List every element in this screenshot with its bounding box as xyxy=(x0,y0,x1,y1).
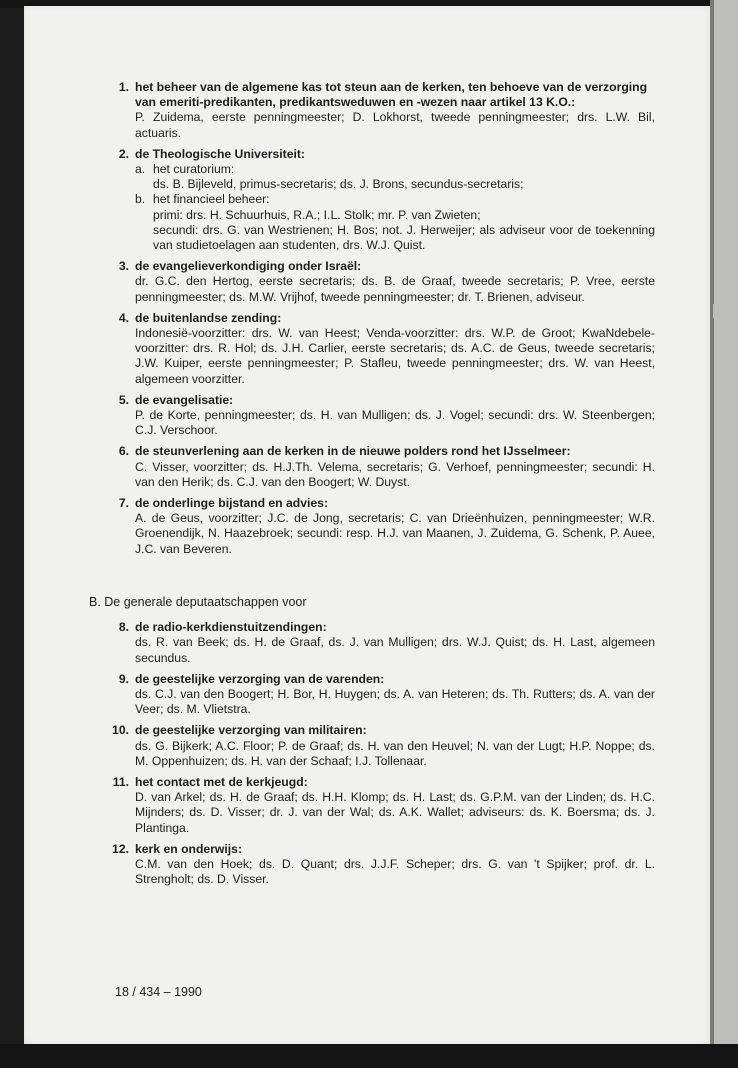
list-item xyxy=(112,841,655,888)
page-footer: 18 / 434 – 1990 xyxy=(115,985,202,999)
item-body: A. de Geus, voorzitter; J.C. de Jong, secretaris; C. van Drieënhuizen, penningmeester; W.R. Groenendijk, N. Haazebroek; secundi: resp. H.J. van Maanen, J. Zuidema, G. Schenk, P. Auee, J.C. van Beveren. xyxy=(135,511,655,556)
list-item xyxy=(115,672,655,718)
list-item xyxy=(115,496,655,557)
item-body: ds. R. van Beek; ds. H. de Graaf, ds. J. van Mulligen; drs. W.J. Quist; ds. H. Last, algemeen secundus. xyxy=(135,635,655,665)
item-heading: de evangelieverkondiging onder Israël: xyxy=(135,259,362,274)
scan-edge-right xyxy=(710,0,738,1068)
item-number: 1. xyxy=(118,80,129,94)
item-heading: de onderlinge bijstand en advies: xyxy=(135,496,329,511)
item-number: 5. xyxy=(118,392,129,407)
list-item xyxy=(115,393,655,439)
sub-item-letter: b. xyxy=(135,192,146,207)
item-number: 8. xyxy=(118,620,129,635)
item-heading: de radio-kerkdienstuitzendingen: xyxy=(135,620,327,635)
item-number: 10. xyxy=(112,723,129,738)
section-heading: B. De generale deputaatschappen voor xyxy=(89,594,307,609)
item-number: 12. xyxy=(112,841,129,856)
item-heading: de steunverlening aan de kerken in de nieuwe polders rond het IJsselmeer: xyxy=(135,444,571,459)
item-heading: de evangelisatie: xyxy=(135,392,234,407)
list-item xyxy=(112,774,655,836)
sub-item xyxy=(135,162,655,192)
item-body: P. de Korte, penningmeester; ds. H. van Mulligen; ds. J. Vogel; secundi: drs. W. Steenbergen; C.J. Verschoor. xyxy=(135,408,655,438)
item-heading: het beheer van de algemene kas tot steun aan de kerken, ten behoeve van de verzorging van emeriti-predikanten, predikantsweduwen en -wezen naar artikel 13 K.O.: xyxy=(135,80,648,110)
list-item xyxy=(112,723,655,769)
item-body: C. Visser, voorzitter; ds. H.J.Th. Velema, secretaris; G. Verhoef, penningmeester; secundi: H. van den Herik; ds. C.J. van den Boogert; W. Duyst. xyxy=(135,459,655,489)
item-number: 9. xyxy=(118,671,129,686)
scan-frame-bottom xyxy=(0,1044,738,1068)
item-number: 4. xyxy=(118,310,129,325)
item-number: 3. xyxy=(118,259,129,274)
list-item xyxy=(115,147,655,253)
list-item xyxy=(115,80,655,141)
document-content xyxy=(89,80,655,893)
item-body: D. van Arkel; ds. H. de Graaf; ds. H.H. Klomp; ds. H. Last; ds. G.P.M. van der Linden; ds. H.C. Mijnders; ds. D. Visser; dr. J. van der Wal; ds. A.K. Wallet; adviseurs: ds. K. Boersma; ds. J. Plantinga. xyxy=(135,790,655,835)
sub-item-label: het curatorium: xyxy=(153,162,235,177)
sub-item-text: primi: drs. H. Schuurhuis, R.A.; I.L. Stolk; mr. P. van Zwieten; xyxy=(153,207,481,222)
item-heading: de Theologische Universiteit: xyxy=(135,146,305,161)
item-heading: kerk en onderwijs: xyxy=(135,841,243,856)
margin-mark xyxy=(707,304,714,318)
item-heading: de geestelijke verzorging van de varenden: xyxy=(135,671,385,686)
sub-item-text: secundi: drs. G. van Westrienen; H. Bos; not. J. Herweijer; als adviseur voor de toekenning van studietoelagen aan studenten, drs. W.J. Quist. xyxy=(153,222,655,253)
item-body: C.M. van den Hoek; ds. D. Quant; drs. J.J.F. Scheper; drs. G. van 't Spijker; prof. dr. L. Strengholt; ds. D. Visser. xyxy=(135,856,655,887)
sub-item-label: het financieel beheer: xyxy=(153,192,270,207)
item-body: P. Zuidema, eerste penningmeester; D. Lokhorst, tweede penningmeester; drs. L.W. Bil, actuaris. xyxy=(135,110,655,140)
item-body: dr. G.C. den Hertog, eerste secretaris; ds. B. de Graaf, tweede secretaris; P. Vree, eerste penningmeester; ds. M.W. Vrijhof, tweede penningmeester; dr. T. Brienen, adviseur. xyxy=(135,274,655,304)
item-body: Indonesië-voorzitter: drs. W. van Heest; Venda-voorzitter: drs. W.P. de Groot; KwaNdebele-voorzitter: drs. R. Hol; ds. J.H. Carlier, eerste secretaris; ds. A.C. de Geus, tweede secretaris; J.W. Kuiper, eerste penningmeester; P. Stafleu, tweede penningmeester; drs. W. van Heest, algemeen voorzitter. xyxy=(135,326,655,386)
item-body: ds. G. Bijkerk; A.C. Floor; P. de Graaf; ds. H. van den Heuvel; N. van der Lugt; H.P. Noppe; ds. M. Oppenhuizen; ds. H. van der Schaaf; I.J. Tollenaar. xyxy=(135,738,655,768)
list-item xyxy=(115,311,655,387)
list-item xyxy=(115,444,655,490)
list-item xyxy=(115,259,655,305)
item-heading: de geestelijke verzorging van militairen: xyxy=(135,723,367,738)
item-heading: het contact met de kerkjeugd: xyxy=(135,774,308,789)
item-number: 11. xyxy=(112,774,129,789)
sub-item xyxy=(135,192,655,253)
sub-item-text: ds. B. Bijleveld, primus-secretaris; ds. J. Brons, secundus-secretaris; xyxy=(153,177,524,192)
item-number: 7. xyxy=(118,496,129,511)
item-heading: de buitenlandse zending: xyxy=(135,310,282,325)
sub-item-letter: a. xyxy=(135,162,146,177)
item-number: 6. xyxy=(118,444,129,459)
item-number: 2. xyxy=(118,146,129,161)
item-body: ds. C.J. van den Boogert; H. Bor, H. Huygen; ds. A. van Heteren; ds. Th. Rutters; ds. A. van der Veer; ds. M. Vlietstra. xyxy=(135,686,655,717)
list-item xyxy=(115,620,655,666)
